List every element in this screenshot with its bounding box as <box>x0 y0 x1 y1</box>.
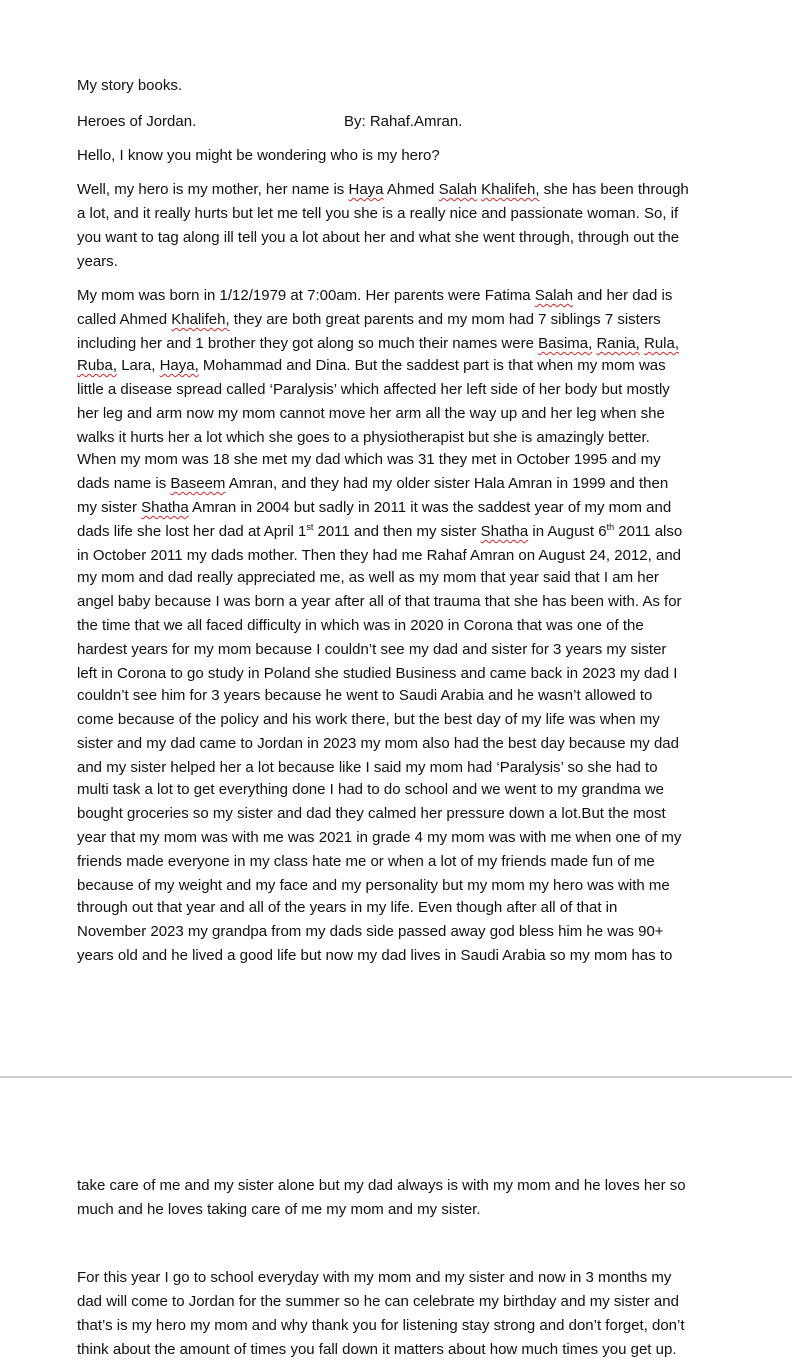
paragraph-line: For this year I go to school everyday with my mom and my sister and now in 3 months my <box>77 1269 672 1286</box>
paragraph-line: that’s is my hero my mom and why thank you for listening stay strong and don’t forget, don’t <box>77 1317 685 1334</box>
paragraph-line: walks it hurts her a lot which she goes to a physiotherapist but she is amazingly better. <box>77 429 650 446</box>
paragraph-line: her leg and arm now my mom cannot move her arm all the way up and her leg when she <box>77 405 665 422</box>
paragraph-line: couldn’t see him for 3 years because he went to Saudi Arabia and he wasn’t allowed to <box>77 687 653 704</box>
paragraph-line <box>77 332 737 356</box>
paragraph-line: in October 2011 my dads mother. Then they had me Rahaf Amran on August 24, 2012, and <box>77 547 681 564</box>
paragraph-line: a lot, and it really hurts but let me tell you she is a really nice and passionate woman. So, if <box>77 205 679 222</box>
spelling-flagged-word[interactable]: Haya <box>348 181 384 198</box>
paragraph-line: When my mom was 18 she met my dad which was 31 they met in October 1995 and my <box>77 451 661 468</box>
text-segment: in August 6 <box>528 523 607 540</box>
paragraph-line: bought groceries so my sister and dad they calmed her pressure down a lot.But the most <box>77 805 666 822</box>
text-segment: dads name is <box>77 475 171 492</box>
spelling-flagged-word[interactable]: Baseem <box>170 475 226 492</box>
text-segment: dads life she lost her dad at April 1 <box>77 523 307 540</box>
paragraph-line: and my sister helped her a lot because like I said my mom had ‘Paralysis’ so she had to <box>77 759 658 776</box>
paragraph-line: years. <box>77 253 118 270</box>
spelling-flagged-word[interactable]: Basima, <box>538 335 593 352</box>
author-byline: By: Rahaf.Amran. <box>344 113 463 130</box>
ordinal-superscript: st <box>306 522 314 532</box>
paragraph-line: my mom and dad really appreciated me, as well as my mom that year said that I am her <box>77 569 659 586</box>
paragraph-line: you want to tag along ill tell you a lot about her and what she went through, through out the <box>77 229 680 246</box>
spelling-flagged-word[interactable]: Shatha <box>141 499 189 516</box>
paragraph-line: the time that we all faced difficulty in which was in 2020 in Corona that was one of the <box>77 617 644 634</box>
paragraph-line <box>77 496 737 520</box>
paragraph-line: years old and he lived a good life but now my dad lives in Saudi Arabia so my mom has to <box>77 947 673 964</box>
paragraph-line: friends made everyone in my class hate me or when a lot of my friends made fun of me <box>77 853 655 870</box>
spelling-flagged-word[interactable]: Salah <box>534 287 574 304</box>
intro-question: Hello, I know you might be wondering who is my hero? <box>77 147 440 164</box>
text-segment: 2011 and then my sister <box>313 523 481 540</box>
document-page-2 <box>0 1078 792 1364</box>
text-segment: called Ahmed <box>77 311 172 328</box>
paragraph-line: think about the amount of times you fall down it matters about how much times you get up. <box>77 1341 677 1358</box>
paragraph-line: dad will come to Jordan for the summer so he can celebrate my birthday and my sister and <box>77 1293 679 1310</box>
paragraph-line: take care of me and my sister alone but my dad always is with my mom and he loves her so <box>77 1177 686 1194</box>
text-segment: Amran, and they had my older sister Hala Amran in 1999 and then <box>225 475 669 492</box>
spelling-flagged-word[interactable]: Salah <box>438 181 477 198</box>
text-segment: she has been through <box>539 181 689 198</box>
paragraph-line: because of my weight and my face and my personality but my mom my hero was with me <box>77 877 670 894</box>
paragraph-line: angel baby because I was born a year after all of that trauma that she has been with. As for <box>77 593 682 610</box>
text-segment: Lara, <box>117 357 160 374</box>
ordinal-superscript: th <box>606 522 615 532</box>
paragraph-line <box>77 520 737 544</box>
spelling-flagged-word[interactable]: Khalifeh, <box>481 181 540 198</box>
paragraph-line <box>77 284 737 308</box>
spelling-flagged-word[interactable]: Shatha <box>480 523 529 540</box>
paragraph-line: through out that year and all of the years in my life. Even though after all of that in <box>77 899 618 916</box>
paragraph-line: left in Corona to go study in Poland she studied Business and came back in 2023 my dad I <box>77 665 678 682</box>
text-segment: Amran in 2004 but sadly in 2011 it was the saddest year of my mom and <box>188 499 672 516</box>
spelling-flagged-word[interactable]: Khalifeh, <box>171 311 230 328</box>
spelling-flagged-word[interactable]: Ruba, <box>77 357 118 374</box>
text-segment: 2011 also <box>614 523 683 540</box>
paragraph-line <box>77 308 737 332</box>
text-segment: they are both great parents and my mom had 7 siblings 7 sisters <box>229 311 661 328</box>
paragraph-line <box>77 472 737 496</box>
paragraph-line: much and he loves taking care of me my mom and my sister. <box>77 1201 481 1218</box>
paragraph-line: November 2023 my grandpa from my dads side passed away god bless him he was 90+ <box>77 923 664 940</box>
text-segment: Mohammad and Dina. But the saddest part is that when my mom was <box>198 357 666 374</box>
spelling-flagged-word[interactable]: Haya, <box>159 357 199 374</box>
text-segment: Ahmed <box>383 181 439 198</box>
text-segment: Well, my hero is my mother, her name is <box>77 181 349 198</box>
paragraph-line: multi task a lot to get everything done I had to do school and we went to my grandma we <box>77 781 664 798</box>
spelling-flagged-word[interactable]: Rula, <box>644 335 680 352</box>
paragraph-line: sister and my dad came to Jordan in 2023 my mom also had the best day because my dad <box>77 735 679 752</box>
paragraph-line: hardest years for my mom because I couldn’t see my dad and sister for 3 years my sister <box>77 641 667 658</box>
paragraph-line: little a disease spread called ‘Paralysis’ which affected her left side of her body but mostly <box>77 381 670 398</box>
paragraph-line: come because of the policy and his work there, but the best day of my life was when my <box>77 711 660 728</box>
document-heading: My story books. <box>77 77 183 94</box>
paragraph-line: year that my mom was with me was 2021 in grade 4 my mom was with me when one of my <box>77 829 682 846</box>
story-title: Heroes of Jordan. <box>77 113 197 130</box>
spelling-flagged-word[interactable]: Rania, <box>596 335 640 352</box>
text-segment: and her dad is <box>573 287 673 304</box>
text-segment: my sister <box>77 499 142 516</box>
paragraph-line <box>77 354 737 378</box>
text-segment: including her and 1 brother they got along so much their names were <box>77 335 539 352</box>
text-segment: My mom was born in 1/12/1979 at 7:00am. Her parents were Fatima <box>77 287 535 304</box>
paragraph-line <box>77 178 737 202</box>
